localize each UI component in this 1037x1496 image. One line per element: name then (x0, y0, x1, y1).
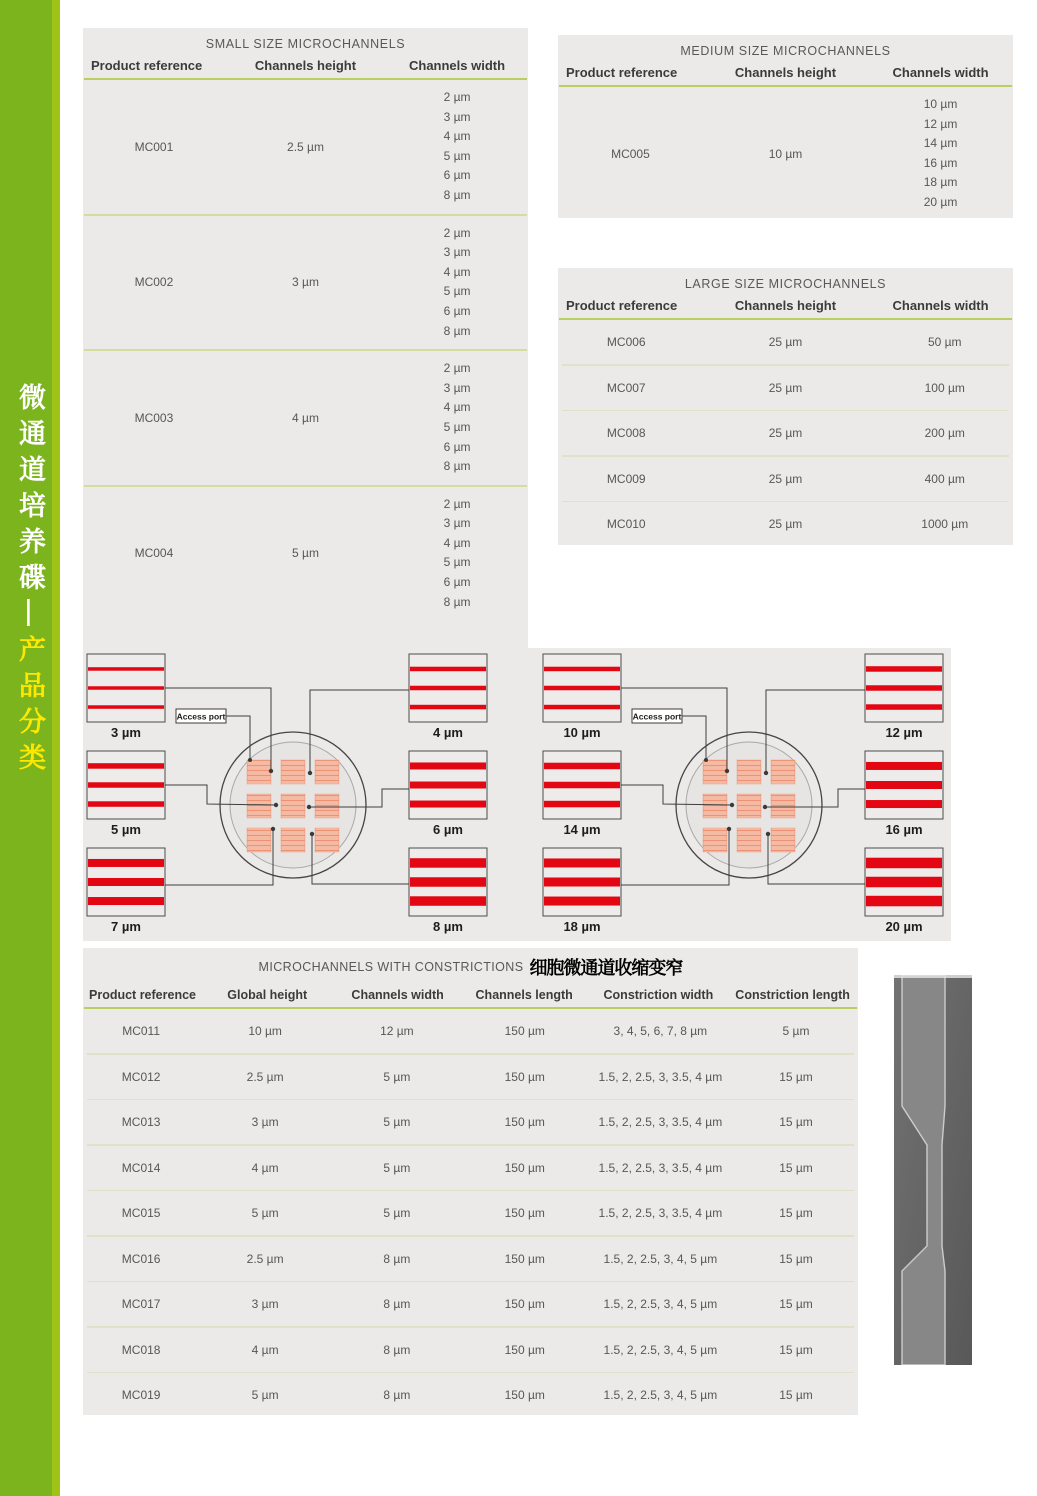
constrictions-table (83, 948, 858, 1415)
table-cell: MC014 (121, 1160, 161, 1175)
width-value: 6 µm (443, 439, 471, 454)
table-row (558, 320, 1013, 364)
table-cell: 25 µm (768, 471, 803, 486)
photo-top-edge (894, 975, 972, 978)
microchannel-chip (247, 794, 271, 818)
width-value: 6 µm (443, 168, 471, 183)
channel-stripe (544, 686, 620, 691)
table-cell: MC007 (606, 380, 646, 395)
table-cell: 5 µm (383, 1069, 411, 1084)
width-value: 3 µm (443, 109, 471, 124)
large-microchannels-table (558, 268, 1013, 545)
channel-stripe (410, 762, 486, 769)
width-value: 14 µm (923, 136, 958, 151)
channel-width-label: 7 µm (111, 919, 141, 934)
table-cell: MC018 (121, 1342, 161, 1357)
table-cell: 15 µm (779, 1342, 813, 1357)
channel-stripe (544, 667, 620, 672)
column-header: Constriction width (603, 988, 714, 1002)
table-cell: 3 µm (251, 1115, 279, 1129)
channel-stripe (410, 877, 486, 887)
table-row (83, 1191, 858, 1235)
small-channels-dish-diagram (83, 648, 517, 941)
table-cell: 1.5, 2, 2.5, 3, 3.5, 4 µm (598, 1069, 723, 1084)
table-cell: 1.5, 2, 2.5, 3, 4, 5 µm (603, 1251, 718, 1266)
table-cell: MC015 (121, 1206, 161, 1220)
table-row (83, 1373, 858, 1417)
channel-stripe (544, 801, 620, 808)
connector-dot (730, 803, 734, 807)
table-cell: MC008 (606, 426, 646, 440)
table-cell: 150 µm (504, 1206, 545, 1220)
table-row (558, 457, 1013, 501)
channel-stripe (410, 801, 486, 808)
dish-diagrams (83, 648, 951, 941)
table-cell: 2.5 µm (246, 1251, 284, 1266)
channel-stripe (88, 801, 164, 807)
table-row (83, 1009, 858, 1053)
microchannel-chip (247, 760, 271, 784)
width-value: 3 µm (443, 380, 471, 395)
width-value: 4 µm (443, 535, 471, 550)
table-cell: 1.5, 2, 2.5, 3, 3.5, 4 µm (598, 1206, 723, 1220)
microchannel-chip (315, 794, 339, 818)
connector-dot (274, 803, 278, 807)
column-header: Channels length (475, 988, 573, 1002)
width-value: 2 µm (443, 90, 471, 104)
microchannel-chip (771, 828, 795, 852)
channel-stripe (544, 763, 620, 770)
column-header: Channels height (254, 58, 357, 73)
access-port-label: Access port (632, 711, 682, 722)
table-cell: 150 µm (504, 1342, 545, 1357)
table-cell: MC010 (606, 517, 646, 531)
table-row (83, 1237, 858, 1281)
channel-width-label: 4 µm (433, 725, 463, 740)
table-cell: 5 µm (383, 1206, 411, 1220)
table-cell: 8 µm (383, 1342, 411, 1357)
table-row (83, 1328, 858, 1372)
table-cell: 1.5, 2, 2.5, 3, 3.5, 4 µm (598, 1115, 723, 1129)
channels-height-cell: 3 µm (292, 275, 319, 290)
product-reference-cell: MC001 (134, 139, 174, 154)
connector-dot (248, 758, 252, 762)
channels-width-list (874, 95, 1007, 213)
channel-width-label: 10 µm (563, 725, 601, 740)
table-title: SMALL SIZE MICROCHANNELS (205, 37, 406, 51)
channels-height-cell: 2.5 µm (287, 139, 324, 154)
connector-dot (704, 758, 708, 762)
table-row (83, 80, 528, 214)
width-value: 18 µm (923, 175, 958, 190)
table-header-row (558, 291, 1013, 318)
connector-dot (725, 769, 729, 773)
channel-width-label: 14 µm (563, 822, 601, 837)
sidebar-vertical-title (0, 383, 60, 779)
channel-stripe (866, 896, 942, 907)
width-value: 3 µm (443, 245, 471, 260)
channel-stripe (88, 686, 164, 690)
sidebar (0, 0, 60, 1496)
microchannel-chip (737, 794, 761, 818)
column-header: Channels width (892, 298, 989, 313)
table-cell: 1.5, 2, 2.5, 3, 4, 5 µm (603, 1342, 718, 1357)
table-cell: 150 µm (504, 1069, 545, 1084)
connector-dot (727, 827, 731, 831)
channel-stripe (544, 897, 620, 906)
channel-stripe (544, 782, 620, 789)
table-cell: 5 µm (782, 1024, 810, 1038)
channel-stripe (88, 667, 164, 671)
connector-dot (766, 832, 770, 836)
channels-height-cell: 5 µm (292, 546, 319, 561)
width-value: 4 µm (443, 264, 471, 279)
table-cell: 3 µm (251, 1297, 279, 1311)
table-cell: 400 µm (924, 471, 965, 486)
table-cell: 15 µm (779, 1206, 813, 1220)
table-cell: 150 µm (504, 1115, 545, 1129)
access-port-label: Access port (176, 711, 226, 722)
column-header: Channels height (734, 65, 837, 80)
table-cell: 100 µm (924, 380, 965, 395)
channel-stripe (410, 667, 486, 672)
channel-width-label: 3 µm (111, 725, 141, 740)
connector-dot (271, 827, 275, 831)
table-cell: 150 µm (504, 1024, 545, 1038)
table-cell: 8 µm (383, 1297, 411, 1311)
channels-height-cell: 10 µm (768, 146, 803, 161)
table-cell: MC006 (606, 335, 646, 349)
channel-stripe (544, 878, 620, 887)
small-microchannels-table (83, 28, 528, 650)
table-cell: 15 µm (779, 1069, 813, 1084)
channel-stripe (410, 686, 486, 691)
channel-width-label: 20 µm (885, 919, 923, 934)
channels-width-list (392, 495, 522, 613)
channel-stripe (88, 782, 164, 788)
width-value: 3 µm (443, 516, 471, 531)
table-cell: MC011 (122, 1024, 161, 1038)
channel-stripe (88, 897, 164, 905)
sidebar-title-accent: 产品分类 (15, 635, 45, 779)
width-value: 5 µm (443, 148, 471, 163)
table-cell: 150 µm (504, 1160, 545, 1175)
microchannel-chip (737, 828, 761, 852)
table-cell: 5 µm (383, 1160, 411, 1175)
width-value: 8 µm (443, 187, 471, 202)
table-cell: 2.5 µm (246, 1069, 284, 1084)
table-cell: 8 µm (383, 1388, 411, 1402)
table-title: MEDIUM SIZE MICROCHANNELS (680, 44, 891, 58)
microchannel-chip (281, 760, 305, 784)
table-title (83, 948, 858, 980)
column-header: Constriction length (735, 988, 850, 1002)
access-port-line (226, 716, 250, 760)
microchannel-chip (315, 828, 339, 852)
column-header: Channels width (892, 65, 989, 80)
width-value: 8 µm (443, 459, 471, 474)
channel-stripe (866, 762, 942, 770)
channel-stripe (866, 877, 942, 888)
column-header: Product reference (91, 58, 203, 73)
channel-width-label: 8 µm (433, 919, 463, 934)
connector-dot (763, 805, 767, 809)
table-cell: 15 µm (779, 1251, 813, 1266)
table-cell: 1.5, 2, 2.5, 3, 3.5, 4 µm (598, 1160, 723, 1175)
width-value: 5 µm (443, 284, 471, 299)
column-header: Channels width (408, 58, 506, 73)
table-cell: 3, 4, 5, 6, 7, 8 µm (613, 1024, 708, 1038)
table-cell: 25 µm (768, 335, 803, 349)
microchannel-chip (771, 794, 795, 818)
channel-width-label: 16 µm (885, 822, 923, 837)
table-cell: 4 µm (251, 1160, 279, 1175)
column-header: Global height (227, 988, 308, 1002)
table-cell: MC016 (121, 1251, 161, 1266)
connector-dot (764, 771, 768, 775)
microchannel-chip (703, 828, 727, 852)
width-value: 5 µm (443, 419, 471, 434)
table-cell: 10 µm (248, 1024, 282, 1038)
channels-height-cell: 4 µm (292, 410, 319, 425)
table-cell: 150 µm (504, 1388, 545, 1402)
width-value: 20 µm (923, 194, 958, 209)
channel-stripe (866, 685, 942, 691)
product-reference-cell: MC005 (611, 146, 650, 161)
sidebar-title-main: 微通道培养碟 (15, 383, 45, 599)
table-cell: 12 µm (380, 1024, 414, 1038)
medium-channels-dish-diagram (539, 648, 973, 941)
table-cell: 15 µm (779, 1160, 813, 1175)
table-row (83, 1100, 858, 1144)
table-row (558, 366, 1013, 410)
table-cell: 8 µm (383, 1251, 411, 1266)
table-cell: 25 µm (768, 517, 803, 531)
table-cell: 1000 µm (921, 517, 969, 531)
table-cell: 4 µm (251, 1342, 279, 1357)
table-row (558, 411, 1013, 455)
table-cell: 50 µm (927, 335, 962, 349)
table-row (558, 87, 1013, 221)
column-header: Product reference (89, 988, 196, 1002)
table-cell: 15 µm (779, 1115, 813, 1129)
width-value: 4 µm (443, 129, 471, 144)
channel-stripe (410, 896, 486, 906)
width-value: 12 µm (923, 116, 958, 131)
column-header: Channels height (734, 298, 837, 313)
channel-stripe (88, 705, 164, 709)
connector-dot (308, 771, 312, 775)
channels-width-list (392, 88, 522, 206)
channel-stripe (866, 800, 942, 808)
product-reference-cell: MC004 (134, 546, 174, 561)
microchannel-chip (247, 828, 271, 852)
channels-width-list (392, 359, 522, 477)
microchannel-chip (315, 760, 339, 784)
width-value: 2 µm (443, 496, 471, 511)
title-chinese: 细胞微通道收缩变窄 (529, 958, 683, 979)
connector-dot (307, 805, 311, 809)
table-cell: MC013 (121, 1115, 161, 1129)
channel-width-label: 6 µm (433, 822, 463, 837)
channel-stripe (410, 782, 486, 789)
channel-stripe (544, 858, 620, 867)
channels-width-list (392, 224, 522, 342)
width-value: 10 µm (923, 97, 958, 111)
table-cell: 5 µm (251, 1388, 279, 1402)
width-value: 6 µm (443, 575, 471, 590)
channel-stripe (410, 705, 486, 710)
microchannel-chip (281, 828, 305, 852)
medium-microchannels-table (558, 35, 1013, 218)
table-cell: MC017 (121, 1297, 161, 1311)
table-cell: 150 µm (504, 1251, 545, 1266)
table-header-row (558, 58, 1013, 85)
channel-stripe (88, 763, 164, 769)
width-value: 16 µm (923, 155, 958, 170)
microchannel-chip (703, 760, 727, 784)
channel-stripe (88, 878, 164, 886)
width-value: 6 µm (443, 303, 471, 318)
width-value: 2 µm (443, 361, 471, 376)
channel-width-label: 18 µm (563, 919, 601, 934)
table-row (83, 351, 528, 485)
table-cell: MC009 (606, 471, 646, 486)
channel-stripe (88, 859, 164, 867)
column-header: Channels width (351, 988, 444, 1002)
table-title: LARGE SIZE MICROCHANNELS (684, 277, 887, 291)
channel-stripe (866, 781, 942, 789)
table-row (83, 1055, 858, 1099)
table-cell: MC012 (121, 1069, 161, 1084)
connector-dot (269, 769, 273, 773)
column-header: Product reference (566, 298, 678, 313)
width-value: 5 µm (443, 555, 471, 570)
channel-stripe (866, 858, 942, 869)
table-row (83, 1282, 858, 1326)
table-row (83, 1146, 858, 1190)
width-value: 8 µm (443, 594, 471, 609)
title-english: MICROCHANNELS WITH CONSTRICTIONS (258, 960, 524, 974)
product-reference-cell: MC003 (134, 410, 174, 425)
table-cell: 1.5, 2, 2.5, 3, 4, 5 µm (603, 1388, 718, 1402)
table-cell: 5 µm (251, 1206, 279, 1220)
channel-width-label: 12 µm (885, 725, 923, 740)
channel-stripe (410, 858, 486, 868)
channel-stripe (866, 666, 942, 672)
table-cell: 25 µm (768, 380, 803, 395)
table-cell: 5 µm (383, 1115, 411, 1129)
table-cell: 1.5, 2, 2.5, 3, 4, 5 µm (603, 1297, 718, 1311)
channel-stripe (544, 705, 620, 710)
table-header-row (83, 51, 528, 78)
sidebar-title-dash: — (15, 599, 45, 635)
table-cell: 200 µm (924, 426, 965, 440)
microchannel-chip (281, 794, 305, 818)
width-value: 4 µm (443, 400, 471, 415)
channel-stripe (866, 704, 942, 710)
product-reference-cell: MC002 (134, 275, 174, 290)
table-row (83, 216, 528, 350)
table-cell: 150 µm (504, 1297, 545, 1311)
table-cell: 25 µm (768, 426, 803, 440)
channel-width-label: 5 µm (111, 822, 141, 837)
microchannel-chip (737, 760, 761, 784)
table-cell: 15 µm (779, 1388, 813, 1402)
table-row (83, 487, 528, 621)
microchannel-chip (771, 760, 795, 784)
access-port-line (682, 716, 706, 760)
column-header: Product reference (566, 65, 678, 80)
microchannel-chip (703, 794, 727, 818)
width-value: 8 µm (443, 323, 471, 338)
width-value: 2 µm (443, 225, 471, 240)
table-header-row (83, 980, 858, 1007)
table-row (558, 502, 1013, 546)
table-cell: 15 µm (779, 1297, 813, 1311)
table-cell: MC019 (121, 1388, 161, 1402)
constriction-photo (894, 975, 972, 1365)
connector-dot (310, 832, 314, 836)
